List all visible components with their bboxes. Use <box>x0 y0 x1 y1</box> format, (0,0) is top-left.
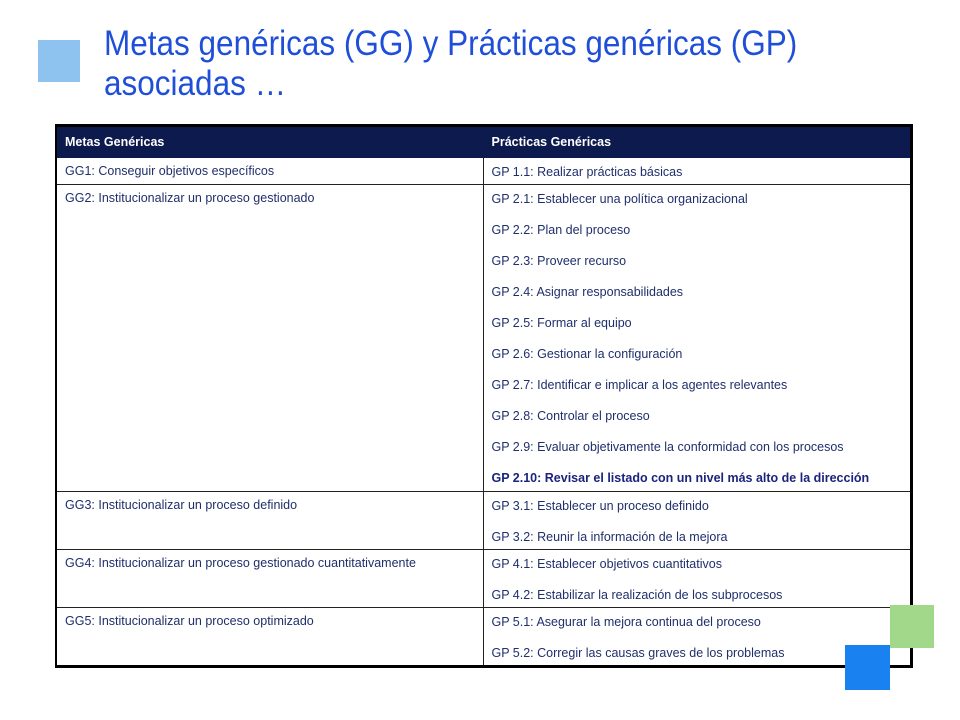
practice-item: GP 3.1: Establecer un proceso definido <box>491 499 709 513</box>
practice-item: GP 2.4: Asignar responsabilidades <box>491 285 684 299</box>
practice-item: GP 5.2: Corregir las causas graves de los problemas <box>491 646 785 660</box>
decorative-square-light-blue <box>38 40 80 82</box>
table-row <box>56 608 911 667</box>
table-row <box>56 492 911 550</box>
practice-item: GP 2.5: Formar al equipo <box>491 316 632 330</box>
goal-cell: GG4: Institucionalizar un proceso gestionado cuantitativamente <box>56 550 483 608</box>
practice-item: GP 3.2: Reunir la información de la mejora <box>491 530 728 544</box>
practice-item-highlighted: GP 2.10: Revisar el listado con un nivel más alto de la dirección <box>491 471 870 485</box>
goals-practices-table-container <box>55 124 910 668</box>
decorative-square-green <box>890 605 934 648</box>
goals-practices-table <box>55 124 913 668</box>
header-generic-practices: Prácticas Genéricas <box>483 126 911 158</box>
practices-cell <box>483 158 911 185</box>
practice-item: GP 2.7: Identificar e implicar a los agentes relevantes <box>491 378 788 392</box>
practice-item: GP 2.2: Plan del proceso <box>491 223 631 237</box>
practices-cell <box>483 185 911 492</box>
table-header-row <box>56 126 911 158</box>
practice-item: GP 2.8: Controlar el proceso <box>491 409 650 423</box>
practice-item: GP 2.1: Establecer una política organizacional <box>491 192 748 206</box>
practices-cell <box>483 550 911 608</box>
practice-item: GP 5.1: Asegurar la mejora continua del proceso <box>491 615 761 629</box>
practice-item: GP 2.3: Proveer recurso <box>491 254 627 268</box>
page-title: Metas genéricas (GG) y Prácticas genéricas (GP) asociadas … <box>104 24 798 103</box>
table-row <box>56 550 911 608</box>
goal-cell: GG2: Institucionalizar un proceso gestionado <box>56 185 483 492</box>
goal-cell: GG5: Institucionalizar un proceso optimizado <box>56 608 483 667</box>
practice-item: GP 2.9: Evaluar objetivamente la conformidad con los procesos <box>491 440 844 454</box>
practice-item: GP 4.1: Establecer objetivos cuantitativos <box>491 557 722 571</box>
table-row <box>56 185 911 492</box>
practices-cell <box>483 492 911 550</box>
practice-item: GP 4.2: Estabilizar la realización de los subprocesos <box>491 588 783 602</box>
table-row <box>56 158 911 185</box>
practice-item: GP 2.6: Gestionar la configuración <box>491 347 683 361</box>
goal-cell: GG3: Institucionalizar un proceso definido <box>56 492 483 550</box>
decorative-square-blue <box>845 645 890 690</box>
practice-item: GP 1.1: Realizar prácticas básicas <box>491 165 683 179</box>
header-generic-goals: Metas Genéricas <box>56 126 483 158</box>
goal-cell: GG1: Conseguir objetivos específicos <box>56 158 483 185</box>
